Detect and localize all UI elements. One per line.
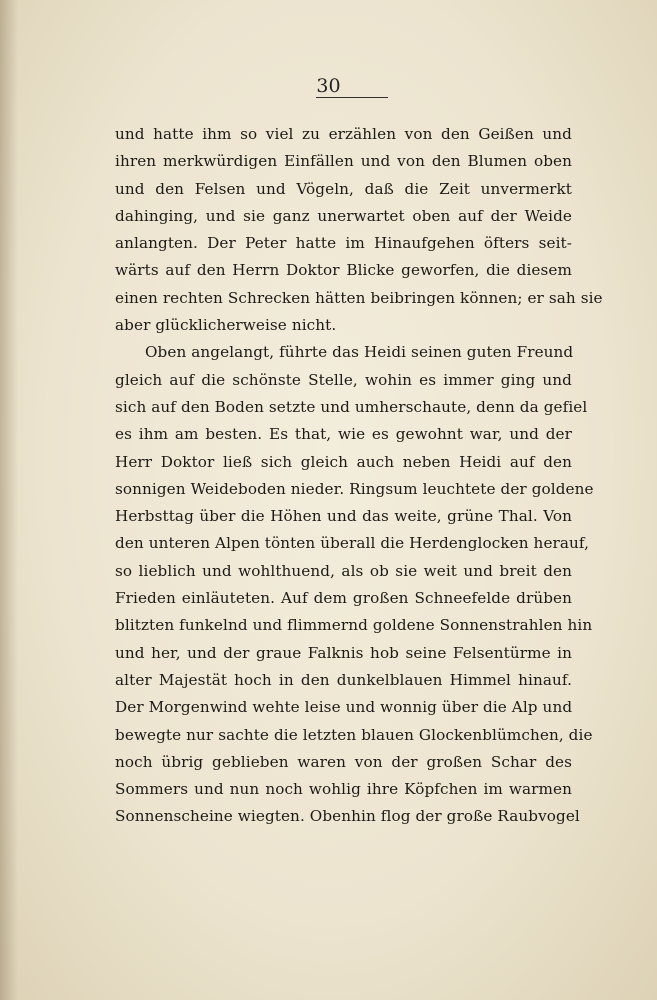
text-line: Sonnenscheine wiegten. Obenhin flog der große Raubvogel xyxy=(115,807,580,826)
text-line: Herr Doktor ließ sich gleich auch neben Heidi auf den xyxy=(115,452,572,471)
text-line: Sommers und nun noch wohlig ihre Köpfchen im warmen xyxy=(115,780,572,799)
text-line: Der Morgenwind wehte leise und wonnig über die Alp und xyxy=(115,698,573,717)
text-line: einen rechten Schrecken hätten beibringen können; er sah sie xyxy=(115,288,603,307)
text-line: aber glücklicherweise nicht. xyxy=(115,316,337,335)
text-line: wärts auf den Herrn Doktor Blicke geworfen, die diesem xyxy=(115,261,572,280)
text-line: gleich auf die schönste Stelle, wohin es immer ging und xyxy=(115,370,572,389)
text-line: Herbsttag über die Höhen und das weite, grüne Thal. Von xyxy=(115,507,572,526)
text-line: und den Felsen und Vögeln, daß die Zeit unvermerkt xyxy=(115,179,572,198)
text-line: anlangten. Der Peter hatte im Hinaufgehen öfters seit- xyxy=(115,234,572,253)
text-line: alter Majestät hoch in den dunkelblauen Himmel hinauf. xyxy=(115,670,572,689)
text-line: bewegte nur sachte die letzten blauen Glockenblümchen, die xyxy=(115,725,593,744)
text-line: sich auf den Boden setzte und umherschaute, denn da gefiel xyxy=(115,397,588,416)
text-line: es ihm am besten. Es that, wie es gewohnt war, und der xyxy=(115,425,572,444)
text-line: sonnigen Weideboden nieder. Ringsum leuchtete der goldene xyxy=(115,479,594,498)
body-text xyxy=(115,121,603,831)
text-line: Frieden einläuteten. Auf dem großen Schneefelde drüben xyxy=(115,589,572,608)
text-line: dahinging, und sie ganz unerwartet oben auf der Weide xyxy=(115,206,572,225)
text-line: ihren merkwürdigen Einfällen und von den Blumen oben xyxy=(115,152,572,171)
text-line: und hatte ihm so viel zu erzählen von den Geißen und xyxy=(115,125,572,143)
page-number: 30 xyxy=(316,75,341,97)
text-line: blitzten funkelnd und flimmernd goldene Sonnenstrahlen hin xyxy=(115,616,593,635)
text-line: so lieblich und wohlthuend, als ob sie weit und breit den xyxy=(115,561,572,580)
gutter-shadow xyxy=(0,0,18,1000)
text-line: noch übrig geblieben waren von der großen Schar des xyxy=(115,752,572,771)
page-number-rule xyxy=(316,97,388,98)
text-line: den unteren Alpen tönten überall die Herdenglocken herauf, xyxy=(115,534,590,553)
text-line: und her, und der graue Falknis hob seine Felsentürme in xyxy=(115,643,572,662)
text-line: Oben angelangt, führte das Heidi seinen guten Freund xyxy=(145,343,574,362)
